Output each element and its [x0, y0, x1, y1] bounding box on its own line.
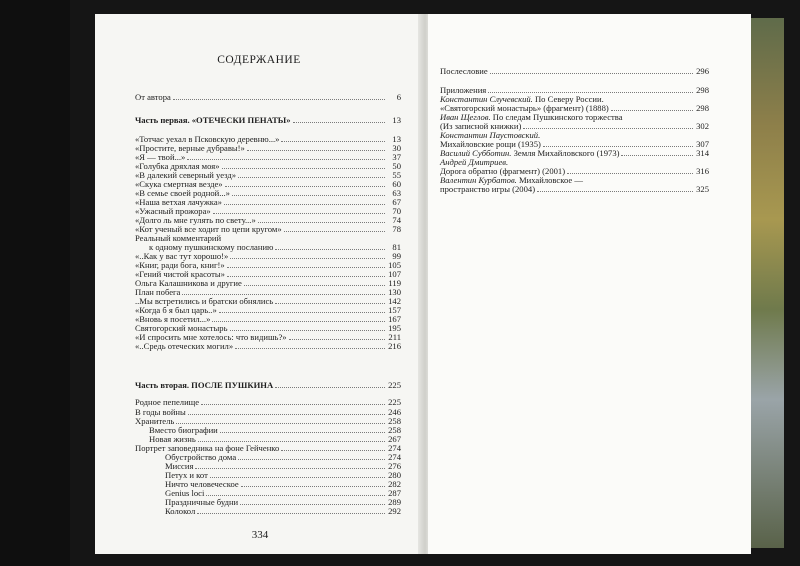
dot-leader	[232, 189, 385, 196]
toc-entry-label: Миссия	[165, 461, 194, 471]
toc-page-number: 74	[392, 215, 401, 225]
dot-leader	[227, 270, 385, 277]
dot-leader	[182, 288, 385, 295]
toc-page-number: 13	[392, 115, 401, 125]
dot-leader	[238, 453, 385, 460]
dot-leader	[219, 306, 385, 313]
toc-page-number: 30	[392, 143, 401, 153]
toc-entry-text: Иван Щеглов. По следам Пушкинского торжества	[440, 112, 623, 122]
toc-entry	[440, 67, 709, 76]
toc-entry-label: Хранитель	[135, 416, 175, 426]
right-page	[428, 14, 751, 554]
toc-entry-label: Михайловские рощи (1935)	[440, 139, 541, 149]
toc-page-number: 130	[388, 287, 401, 297]
toc-page-number: 302	[696, 121, 709, 131]
toc-page-number: 107	[388, 269, 401, 279]
toc-page-number: 81	[392, 242, 401, 252]
toc-page-number: 119	[388, 278, 401, 288]
dot-leader	[289, 333, 385, 340]
toc-page-number: 37	[392, 152, 401, 162]
toc-entry	[135, 116, 401, 125]
cover-photo-edge	[748, 18, 784, 548]
toc-entry-label: Петух и кот	[165, 470, 208, 480]
dot-leader	[621, 149, 693, 156]
toc-page-number: 6	[396, 92, 401, 102]
toc-page-number: 280	[388, 470, 401, 480]
left-page	[95, 14, 423, 554]
dot-leader	[225, 180, 385, 187]
toc-page-number: 274	[388, 443, 401, 453]
toc-entry-label: «Когда б я был царь..»	[135, 305, 217, 315]
dot-leader	[201, 398, 385, 405]
dot-leader	[275, 381, 385, 388]
toc-page-number: 60	[392, 179, 401, 189]
toc-page-number: 267	[388, 434, 401, 444]
toc-page-number: 63	[392, 188, 401, 198]
toc-entry-label: Вместо биографии	[149, 425, 218, 435]
dot-leader	[238, 171, 385, 178]
toc-page-number: 70	[392, 206, 401, 216]
toc-page-number: 292	[388, 506, 401, 516]
toc-page-number: 296	[696, 66, 709, 76]
toc-entry-label: ..Мы встретились и братски обнялись	[135, 296, 274, 306]
toc-entry	[135, 398, 401, 407]
toc-page-number: 195	[388, 323, 401, 333]
dot-leader	[176, 417, 385, 424]
toc-entry-label: Праздничные будни	[165, 497, 239, 507]
dot-leader	[611, 104, 693, 111]
toc-entry	[135, 381, 401, 390]
toc-page-number: 67	[392, 197, 401, 207]
dot-leader	[230, 324, 385, 331]
dot-leader	[247, 144, 385, 151]
toc-entry	[135, 93, 401, 102]
dot-leader	[258, 216, 385, 223]
toc-entry-label: Ольга Калашникова и другие	[135, 278, 242, 288]
dot-leader	[195, 462, 385, 469]
toc-page-number: 99	[392, 251, 401, 261]
scan-dark-margin	[0, 0, 70, 566]
toc-page-number: 142	[388, 296, 401, 306]
toc-entry-text: Константин Паустовский.	[440, 130, 541, 140]
toc-page-number: 167	[388, 314, 401, 324]
dot-leader	[222, 162, 386, 169]
toc-entry	[165, 453, 401, 462]
toc-entry	[165, 498, 401, 507]
dot-leader	[187, 153, 385, 160]
toc-entry-label: «Простите, верные дубравы!»	[135, 143, 245, 153]
toc-entry-label: Ничто человеческое	[165, 479, 239, 489]
dot-leader	[240, 498, 385, 505]
toc-entry-label: «Голубка дряхлая моя»	[135, 161, 220, 171]
toc-entry-label: «В далекий северный уезд»	[135, 170, 237, 180]
toc-page-number: 274	[388, 452, 401, 462]
toc-page-number: 50	[392, 161, 401, 171]
toc-entry-label: Новая жизнь	[149, 434, 196, 444]
dot-leader	[210, 471, 385, 478]
dot-leader	[197, 507, 385, 514]
dot-leader	[173, 93, 385, 100]
toc-entry-label: «..Средь отеческих могил»	[135, 341, 234, 351]
dot-leader	[275, 297, 385, 304]
toc-entry-label: Genius loci	[165, 488, 205, 498]
toc-entry-label: План побега	[135, 287, 181, 297]
toc-page-number: 225	[388, 397, 401, 407]
toc-page-number: 298	[696, 85, 709, 95]
dot-leader	[227, 261, 385, 268]
toc-entry-label: «И спросить мне хотелось: что видишь?»	[135, 332, 287, 342]
toc-page-number: 276	[388, 461, 401, 471]
toc-entry-label: Портрет заповедника на фоне Гейченко	[135, 443, 280, 453]
toc-entry-label: «Долго ль мне гулять по свету...»	[135, 215, 256, 225]
dot-leader	[537, 185, 693, 192]
toc-page-number: 105	[388, 260, 401, 270]
toc-page-number: 246	[388, 407, 401, 417]
toc-entry-label: Часть первая. «ОТЕЧЕСКИ ПЕНАТЫ»	[135, 115, 291, 125]
toc-entry-text: Андрей Дмитриев.	[440, 157, 509, 167]
toc-entry-label: пространство игры (2004)	[440, 184, 536, 194]
toc-entry-label: Колокол	[165, 506, 196, 516]
toc-entry-label: «Кот ученый все ходит по цепи кругом»	[135, 224, 282, 234]
dot-leader	[241, 480, 385, 487]
toc-page-number: 157	[388, 305, 401, 315]
dot-leader	[220, 426, 385, 433]
toc-entry-label: «Я — твой...»	[135, 152, 186, 162]
toc-page-number: 282	[388, 479, 401, 489]
toc-entry-label: «Наша ветхая лачужка»	[135, 197, 222, 207]
dot-leader	[284, 225, 385, 232]
toc-page-number: 307	[696, 139, 709, 149]
toc-entry-label: В годы войны	[135, 407, 186, 417]
dot-leader	[213, 207, 385, 214]
toc-page-number: 55	[392, 170, 401, 180]
toc-page-number: 314	[696, 148, 709, 158]
dot-leader	[281, 135, 385, 142]
toc-page-number: 289	[388, 497, 401, 507]
dot-leader	[235, 342, 385, 349]
dot-leader	[567, 167, 693, 174]
dot-leader	[490, 67, 693, 74]
toc-entry-label: Часть вторая. ПОСЛЕ ПУШКИНА	[135, 380, 274, 390]
toc-page-number: 258	[388, 425, 401, 435]
dot-leader	[281, 444, 385, 451]
toc-entry-label: «Гений чистой красоты»	[135, 269, 225, 279]
dot-leader	[224, 198, 385, 205]
toc-page-number: 298	[696, 103, 709, 113]
toc-entry-label: Василий Субботин. Земля Михайловского (1973)	[440, 148, 620, 158]
toc-entry-text: Реальный комментарий	[135, 233, 222, 243]
toc-page-number: 287	[388, 488, 401, 498]
toc-entry-label: Приложения	[440, 85, 487, 95]
toc-entry	[440, 185, 709, 194]
dot-leader	[523, 122, 693, 129]
toc-page-number: 216	[388, 341, 401, 351]
toc-page-number: 325	[696, 184, 709, 194]
dot-leader	[206, 489, 385, 496]
toc-entry-label: «В семье своей родной...»	[135, 188, 230, 198]
dot-leader	[543, 140, 693, 147]
toc-entry-text: Константин Случевский. По Северу России.	[440, 94, 604, 104]
toc-entry-label: (Из записной книжки)	[440, 121, 522, 131]
toc-entry-label: «Святогорский монастырь» (фрагмент) (1888)	[440, 103, 609, 113]
dot-leader	[212, 315, 385, 322]
page-number: 334	[251, 529, 269, 541]
toc-entry-label: «Вновь я посетил...»	[135, 314, 211, 324]
dot-leader	[198, 435, 385, 442]
toc-entry-label: «..Как у вас тут хорошо!»	[135, 251, 229, 261]
toc-entry	[135, 342, 401, 351]
toc-entry-label: к одному пушкинскому посланию	[149, 242, 274, 252]
dot-leader	[293, 116, 385, 123]
toc-page-number: 78	[392, 224, 401, 234]
dot-leader	[230, 252, 385, 259]
toc-entry-label: «Ужасный прожора»	[135, 206, 211, 216]
toc-entry-label: Обустройство дома	[165, 452, 237, 462]
toc-page-number: 13	[392, 134, 401, 144]
toc-entry-label: Дорога обратно (фрагмент) (2001)	[440, 166, 566, 176]
toc-entry-label: «Книг, ради бога, книг!»	[135, 260, 225, 270]
dot-leader	[244, 279, 385, 286]
toc-entry-label: Родное пепелище	[135, 397, 200, 407]
toc-page-number: 316	[696, 166, 709, 176]
toc-title: СОДЕРЖАНИЕ	[217, 54, 301, 66]
toc-entry	[135, 408, 401, 417]
toc-entry	[165, 507, 401, 516]
dot-leader	[275, 243, 385, 250]
dot-leader	[488, 86, 693, 93]
toc-entry-label: «Тотчас уехал в Псковскую деревню...»	[135, 134, 280, 144]
toc-entry-label: Послесловие	[440, 66, 488, 76]
toc-entry-label: Святогорский монастырь	[135, 323, 228, 333]
toc-page-number: 225	[388, 380, 401, 390]
toc-page-number: 211	[388, 332, 401, 342]
dot-leader	[188, 408, 385, 415]
toc-entry-label: От автора	[135, 92, 171, 102]
toc-entry-label: «Скука смертная везде»	[135, 179, 223, 189]
toc-entry-text: Валентин Курбатов. Михайловское —	[440, 175, 583, 185]
toc-page-number: 258	[388, 416, 401, 426]
